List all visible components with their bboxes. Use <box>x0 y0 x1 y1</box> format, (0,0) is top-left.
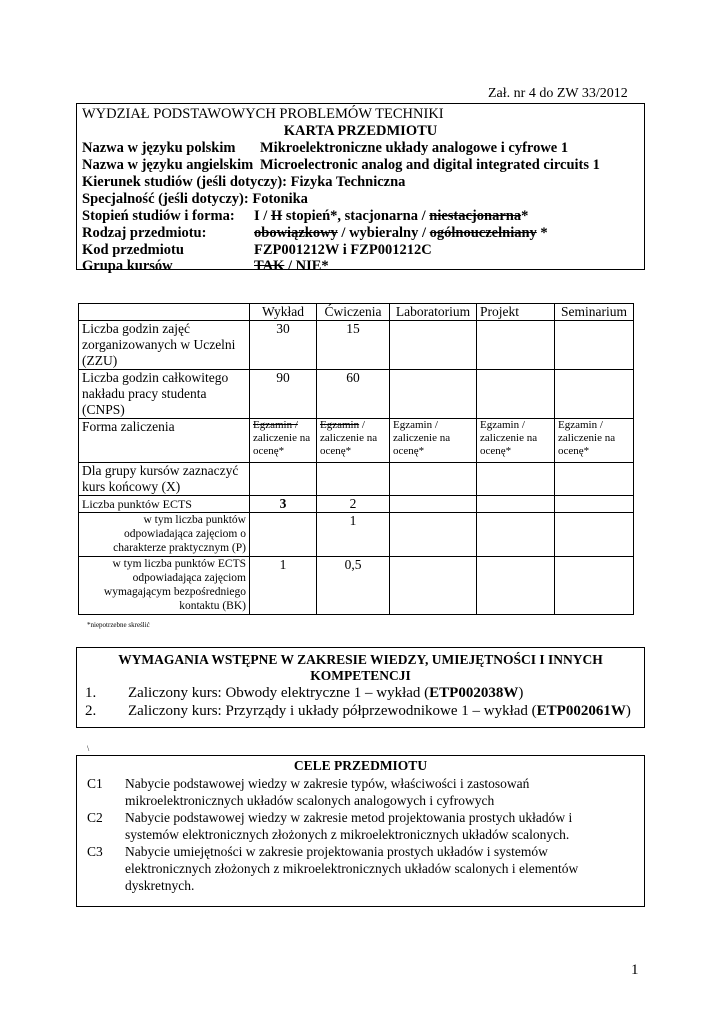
cell-forma-wyklad: Egzamin / zaliczenie na ocenę* <box>250 419 317 463</box>
card-title: KARTA PRZEDMIOTU <box>283 123 438 139</box>
code-label: Kod przedmiotu <box>82 242 184 258</box>
course-header-box <box>76 103 645 274</box>
type-row <box>82 225 548 242</box>
field-value: Fizyka Techniczna <box>290 174 406 190</box>
requirement-item: 2. Zaliczony kurs: Przyrządy i układy półprzewodnikowe 1 – wykład (ETP002061W) <box>85 703 631 719</box>
stray-mark: \ <box>87 744 90 753</box>
column-header-seminarium: Seminarium <box>555 304 634 321</box>
level-value: I / II stopień*, stacjonarna / niestacjonarna* <box>254 208 529 224</box>
cell-p-cwiczenia: 1 <box>317 513 390 557</box>
cell-zzu-wyklad: 30 <box>250 321 317 370</box>
cell-forma-cwiczenia: Egzamin / zaliczenie na ocenę* <box>317 419 390 463</box>
spec-label: Specjalność (jeśli dotyczy): <box>82 191 249 207</box>
group-row <box>82 258 329 275</box>
requirement-item: 1. Zaliczony kurs: Obwody elektryczne 1 – wykład (ETP002038W) <box>85 685 524 701</box>
table-header-row <box>79 304 634 321</box>
name-pl-row <box>82 140 569 157</box>
cell-cnps-cwiczenia: 60 <box>317 370 390 419</box>
attachment-reference: Zał. nr 4 do ZW 33/2012 <box>488 86 628 101</box>
column-header-projekt: Projekt <box>477 304 555 321</box>
cell-forma-projekt: Egzamin / zaliczenie na ocenę* <box>477 419 555 463</box>
table-row-zzu <box>79 321 634 370</box>
name-en-value: Microelectronic analog and digital integrated circuits 1 <box>260 157 600 173</box>
requirements-box <box>76 647 645 728</box>
name-pl-value: Mikroelektroniczne układy analogowe i cyfrowe 1 <box>260 140 569 156</box>
goals-title: CELE PRZEDMIOTU <box>293 758 428 773</box>
cell-bk-wyklad: 1 <box>250 557 317 615</box>
cell-ects-cwiczenia: 2 <box>317 496 390 513</box>
code-row <box>82 242 432 259</box>
level-row <box>82 208 529 225</box>
cell-bk-cwiczenia: 0,5 <box>317 557 390 615</box>
footnote: *niepotrzebne skreślić <box>87 621 150 629</box>
cell-cnps-wyklad: 90 <box>250 370 317 419</box>
name-en-row <box>82 157 600 174</box>
level-label: Stopień studiów i forma: <box>82 208 235 224</box>
table-row-bk <box>79 557 634 615</box>
goals-box: CELE PRZEDMIOTU C1 Nabycie podstawowej wiedzy w zakresie typów, właściwości i zastosowań mikroelektronicznych układów scalonych analogowych i cyfrowych C2 Nabycie podstawowej wiedzy w zakresie metod projektowania prostych układów i systemów elektronicznych złożonych z mikroelektronicznych układów scalonych. C3 Nabycie umiejętności w zakresie projektowania prostych układów i systemów elektronicznych złożonych z mikroelektronicznych układów scalonych i elementów dyskretnych. <box>76 755 645 907</box>
table-row-forma <box>79 419 634 463</box>
name-pl-label: Nazwa w języku polskim <box>82 140 236 156</box>
row-label-ects: Liczba punktów ECTS <box>79 496 250 513</box>
cell-ects-wyklad: 3 <box>250 496 317 513</box>
row-label-bk: w tym liczba punktów ECTS odpowiadająca zajęciom wymagającym bezpośredniego kontaktu (BK) <box>79 557 250 615</box>
group-value: TAK / NIE* <box>254 258 329 274</box>
field-row <box>82 174 405 191</box>
group-label: Grupa kursów <box>82 258 173 274</box>
row-label-cnps: Liczba godzin całkowitego nakładu pracy studenta (CNPS) <box>79 370 250 419</box>
hours-table <box>78 303 634 615</box>
cell-p-wyklad <box>250 513 317 557</box>
spec-row <box>82 191 308 208</box>
table-row-cnps <box>79 370 634 419</box>
column-header-wyklad: Wykład <box>250 304 317 321</box>
row-label-forma: Forma zaliczenia <box>79 419 250 463</box>
cell-zzu-cwiczenia: 15 <box>317 321 390 370</box>
type-label: Rodzaj przedmiotu: <box>82 225 207 241</box>
column-header-cwiczenia: Ćwiczenia <box>317 304 390 321</box>
page-number: 1 <box>631 962 639 978</box>
column-header-laboratorium: Laboratorium <box>390 304 477 321</box>
cell-forma-seminarium: Egzamin / zaliczenie na ocenę* <box>555 419 634 463</box>
type-value: obowiązkowy / wybieralny / ogólnouczelniany * <box>254 225 548 241</box>
table-row-final <box>79 463 634 496</box>
table-row-p <box>79 513 634 557</box>
row-label-zzu: Liczba godzin zajęć zorganizowanych w Uczelni (ZZU) <box>79 321 250 370</box>
name-en-label: Nazwa w języku angielskim <box>82 157 254 173</box>
field-label: Kierunek studiów (jeśli dotyczy): <box>82 174 287 190</box>
row-label-final: Dla grupy kursów zaznaczyć kurs końcowy (X) <box>79 463 250 496</box>
code-value: FZP001212W i FZP001212C <box>254 242 432 258</box>
cell-forma-laboratorium: Egzamin / zaliczenie na ocenę* <box>390 419 477 463</box>
requirements-title: WYMAGANIA WSTĘPNE W ZAKRESIE WIEDZY, UMIEJĘTNOŚCI I INNYCH KOMPETENCJI <box>118 652 603 683</box>
spec-value: Fotonika <box>252 191 308 207</box>
row-label-p: w tym liczba punktów odpowiadająca zajęciom o charakterze praktycznym (P) <box>79 513 250 557</box>
table-row-ects <box>79 496 634 513</box>
faculty-name: WYDZIAŁ PODSTAWOWYCH PROBLEMÓW TECHNIKI <box>82 106 444 122</box>
